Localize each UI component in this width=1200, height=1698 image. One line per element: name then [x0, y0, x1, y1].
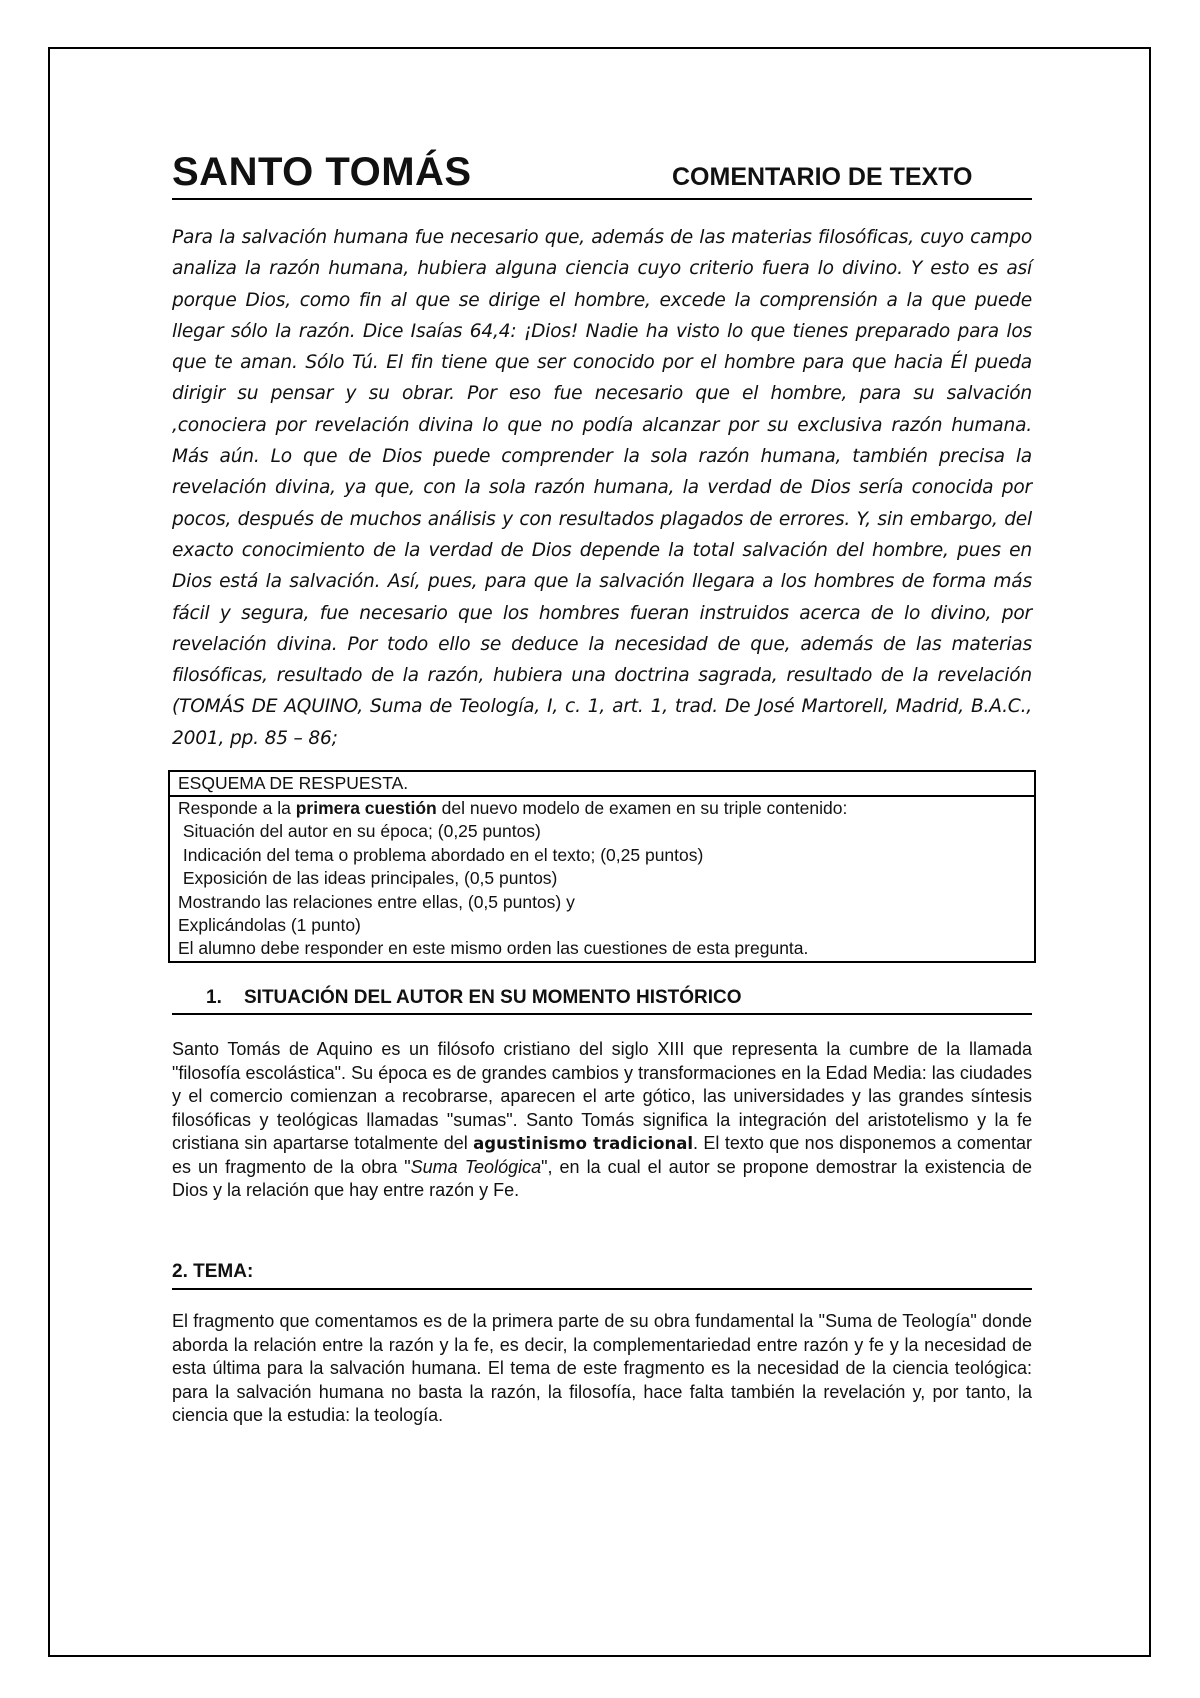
intro-text-end: del nuevo modelo de examen en su triple contenido: [436, 798, 848, 818]
scheme-item: Exposición de las ideas principales, (0,5 puntos) [178, 868, 558, 889]
section-1-text-end: ", en la cual el autor se propone demostrar la existencia de Dios y la relación que hay entre razón y Fe. [172, 1156, 1032, 1200]
answer-scheme-intro [178, 797, 1032, 820]
answer-scheme-heading: ESQUEMA DE RESPUESTA. [170, 772, 1034, 797]
section-2-title: 2. TEMA: [172, 1261, 254, 1282]
section-1-text: Santo Tomás de Aquino es un filósofo cristiano del siglo XIII que representa la cumbre de la llamada "filosofía escolástica". Su época es de grandes cambios y transformaciones en la Edad Media: las ciudades y el comercio comienzan a recobrarse, aparecen el arte gótico, las universidades y las grandes síntesis filosóficas y teológicas llamadas "sumas". Santo Tomás significa la integración del aristotelismo y la fe cristiana sin apartarse totalmente del [172, 1039, 1032, 1153]
intro-text: Responde a la [178, 798, 296, 818]
section-2-paragraph: El fragmento que comentamos es de la primera parte de su obra fundamental la "Suma de Teología" donde aborda la relación entre la razón y la fe, es decir, la complementariedad entre razón y fe y la necesidad de esta última para la salvación humana. El tema de este fragmento es la necesidad de la ciencia teológica: para la salvación humana no basta la razón, la filosofía, hace falta también la revelación y, por tanto, la ciencia que la estudia: la teología. [172, 1311, 1032, 1425]
quoted-text: Para la salvación humana fue necesario que, además de las materias filosóficas, cuyo campo analiza la razón humana, hubiera alguna ciencia cuyo criterio fuera lo divino. Y esto es así porque Dios, como fin al que se dirige el hombre, excede la comprensión a la que puede llegar sólo la razón. Dice Isaías 64,4: ¡Dios! Nadie ha visto lo que tienes preparado para los que te aman. Sólo Tú. El fin tiene que ser conocido por el hombre para que hacia Él pueda dirigir su pensar y su obrar. Por eso fue necesario que el hombre, para su salvación ,conociera por revelación divina lo que no podía alcanzar por su exclusiva razón humana. Más aún. Lo que de Dios puede comprender la sola razón humana, también precisa la revelación divina, ya que, con la sola razón humana, la verdad de Dios sería conocida por pocos, después de muchos análisis y con resultados plagados de errores. Y, sin embargo, del exacto conocimiento de la verdad de Dios depende la total salvación del hombre, pues en Dios está la salvación. Así, pues, para que la salvación llegara a los hombres de forma más fácil y segura, fue necesario que los hombres fueran instruidos acerca de lo divino, por revelación divina. Por todo ello se deduce la necesidad de que, además de las materias filosóficas, resultado de la razón, hubiera una doctrina sagrada, resultado de la revelación (TOMÁS DE AQUINO, Suma de Teología, I, c. 1, art. 1, trad. De José Martorell, Madrid, B.A.C., 2001, pp. 85 – 86; [172, 227, 1032, 749]
scheme-item: Explicándolas (1 punto) [178, 915, 361, 936]
scheme-item: Indicación del tema o problema abordado en el texto; (0,25 puntos) [178, 844, 704, 865]
section-2-heading [172, 1257, 1032, 1290]
scheme-item: Mostrando las relaciones entre ellas, (0,5 puntos) y [178, 891, 575, 912]
page-title: SANTO TOMÁS [172, 150, 472, 194]
answer-scheme-body [170, 797, 1034, 961]
section-1-text-cont: . El texto que nos disponemos a comentar es un fragmento de la obra " [172, 1133, 1032, 1177]
answer-scheme-box [168, 770, 1036, 963]
scheme-item: El alumno debe responder en este mismo orden las cuestiones de esta pregunta. [178, 938, 809, 959]
scheme-item: Situación del autor en su época; (0,25 puntos) [178, 821, 541, 842]
section-1-bold-text: agustinismo tradicional [473, 1134, 694, 1153]
section-1-number: 1. [206, 987, 222, 1008]
section-1-italic-text: Suma Teológica [410, 1156, 542, 1177]
section-1-title: SITUACIÓN DEL AUTOR EN SU MOMENTO HISTÓRICO [244, 987, 742, 1008]
section-1-paragraph [172, 1038, 1032, 1203]
page-subtitle: COMENTARIO DE TEXTO [672, 163, 973, 191]
intro-bold-text: primera cuestión [295, 798, 437, 818]
document-header [172, 140, 1032, 200]
section-1-heading [172, 983, 1032, 1015]
